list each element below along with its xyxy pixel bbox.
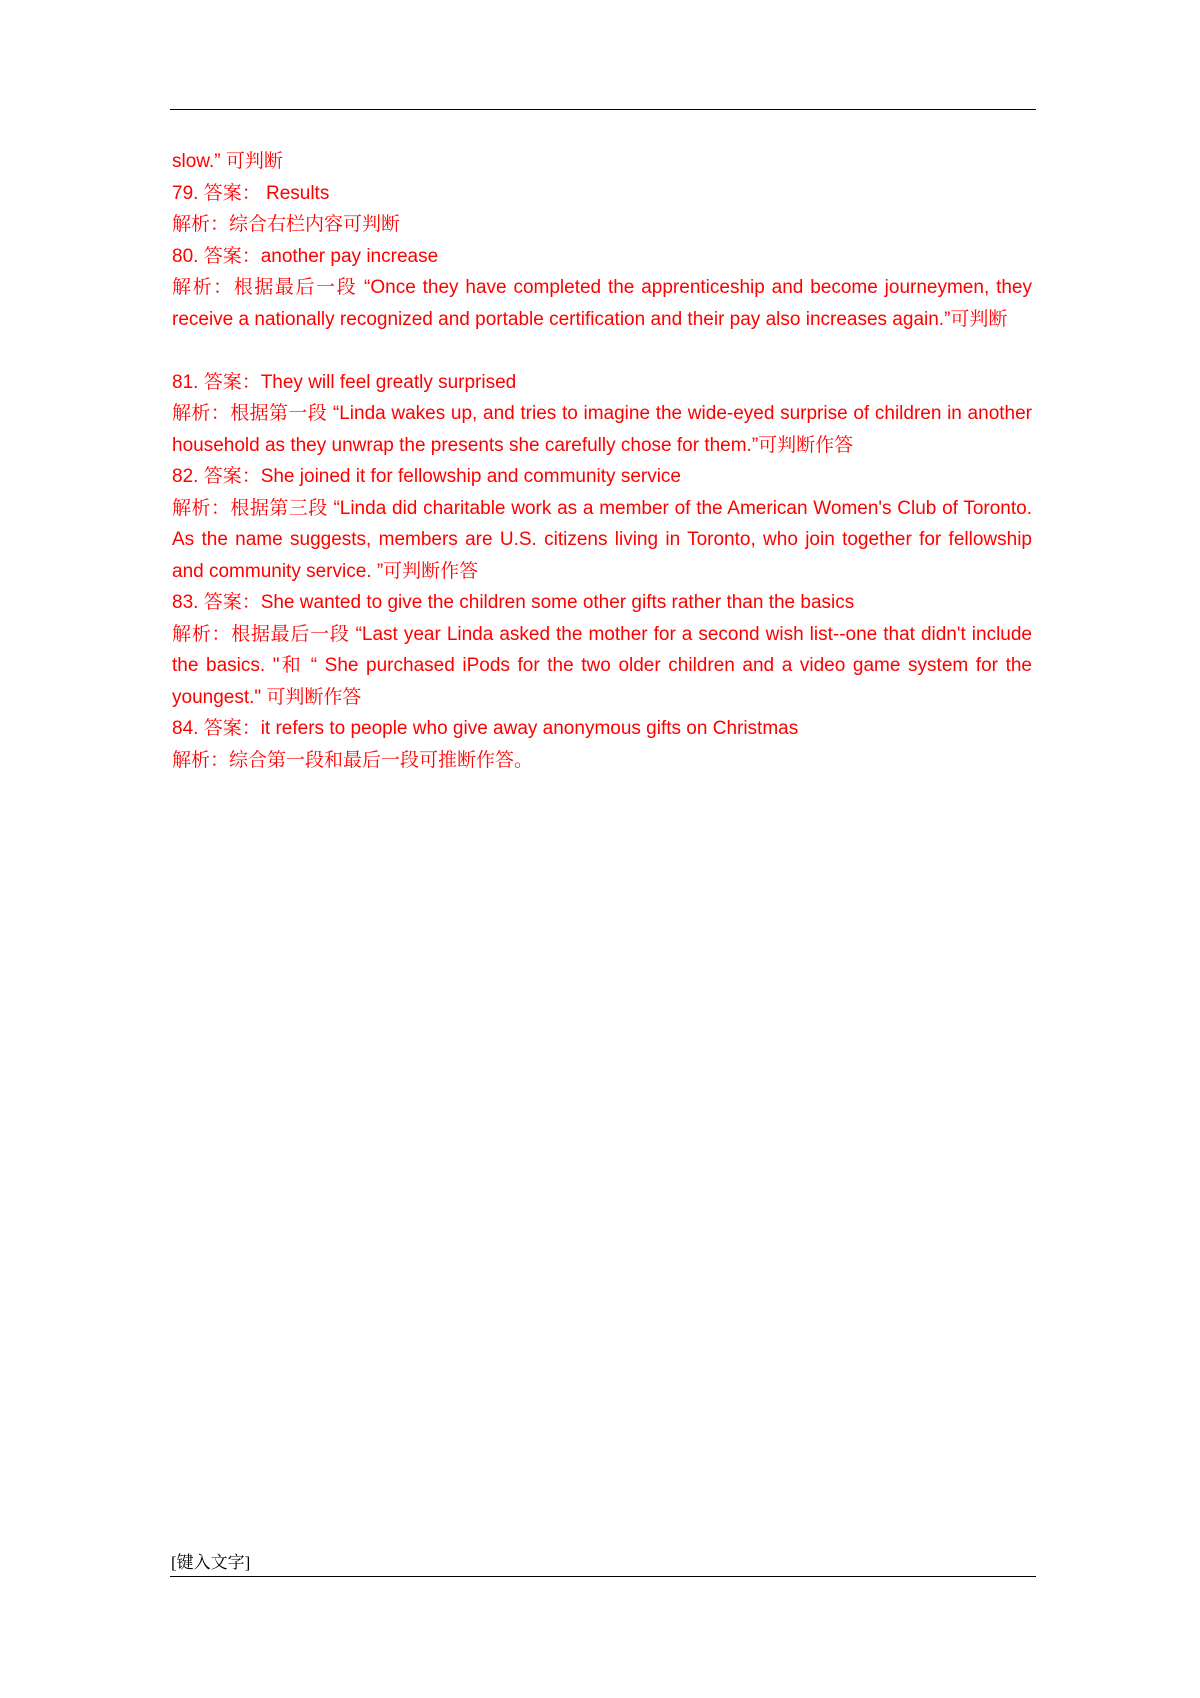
header-rule [170,109,1036,110]
answer-82: 82. 答案：She joined it for fellowship and community service [172,466,682,487]
answer-83: 83. 答案：She wanted to give the children some other gifts rather than the basics [172,592,855,613]
analysis-83: 解析：根据最后一段 “Last year Linda asked the mother for a second wish list--one that didn't include the basics. "和 “ She purchased iPods for the two older children and a video game system for the youngest." 可判断作答 [172,623,1032,708]
footer-placeholder[interactable]: [键入文字] [171,1553,251,1572]
answer-content [172,146,1032,776]
analysis-81: 解析：根据第一段 “Linda wakes up, and tries to imagine the wide-eyed surprise of children in another household as they unwrap the presents she carefully chose for them.”可判断作答 [172,403,1032,456]
analysis-82: 解析：根据第三段 “Linda did charitable work as a member of the American Women's Club of Toronto. As the name suggests, members are U.S. citizens living in Toronto, who join together for fellowship and community service. ”可判断作答 [172,497,1032,582]
footer-rule [170,1576,1036,1577]
text-line: slow.” 可判断 [172,151,283,172]
answer-80: 80. 答案：another pay increase [172,245,439,267]
answer-79: 79. 答案： Results [172,182,330,204]
answer-81: 81. 答案：They will feel greatly surprised [172,371,517,393]
analysis-79: 解析：综合右栏内容可判断 [172,214,401,235]
blank-line [172,335,1032,367]
answer-84: 84. 答案：it refers to people who give away anonymous gifts on Christmas [172,718,799,739]
analysis-84: 解析：综合第一段和最后一段可推断作答。 [172,749,534,771]
analysis-80: 解析：根据最后一段 “Once they have completed the apprenticeship and become journeymen, they receive a nationally recognized and portable certification and their pay also increases again.”可判断 [172,277,1032,330]
